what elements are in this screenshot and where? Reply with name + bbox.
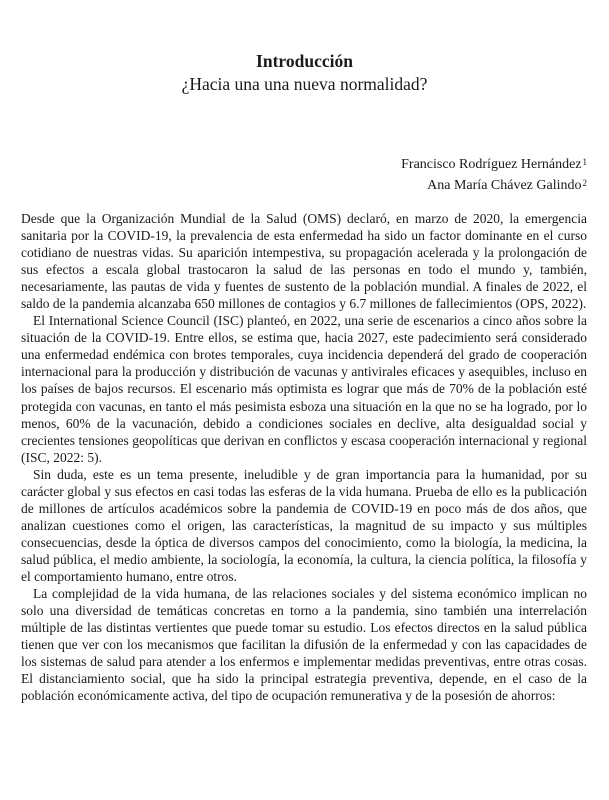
author-footnote-ref: 2 <box>582 178 587 188</box>
author-footnote-ref: 1 <box>582 157 587 167</box>
body-text <box>21 210 587 704</box>
paragraph: La complejidad de la vida humana, de las relaciones sociales y del sistema económico implican no solo una diversidad de temáticas concretas en torno a la pandemia, sino también una interrelación múltiple de las distintas vertientes que puede tomar su estudio. Los efectos directos en la salud pública tienen que ver con los mecanismos que facilitan la difusión de la enfermedad y con las capacidades de los sistemas de salud para atender a los enfermos e implementar medidas preventivas, entre otras cosas. El distanciamiento social, que ha sido la principal estrategia preventiva, depende, en el caso de la población económicamente activa, del tipo de ocupación remunerativa y de la posesión de ahorros: <box>21 586 587 704</box>
author-name: Francisco Rodríguez Hernández <box>401 157 582 172</box>
author-line <box>401 154 587 175</box>
author-line <box>401 175 587 196</box>
page-title: Introducción <box>256 51 353 71</box>
paragraph: Desde que la Organización Mundial de la Salud (OMS) declaró, en marzo de 2020, la emergencia sanitaria por la COVID-19, la prevalencia de esta enfermedad ha sido un factor dominante en el curso cotidiano de nuestras vidas. Su aparición intempestiva, su propagación acelerada y la prolongación de sus efectos a escala global trastocaron la salud de las personas en todo el mundo y, también, necesariamente, las pautas de vida y fuentes de sustento de la población mundial. A finales de 2022, el saldo de la pandemia alcanzaba 650 millones de contagios y 6.7 millones de fallecimientos (OPS, 2022). <box>21 211 587 312</box>
page-subtitle: ¿Hacia una una nueva normalidad? <box>181 74 428 94</box>
author-name: Ana María Chávez Galindo <box>427 178 582 193</box>
paragraph: Sin duda, este es un tema presente, ineludible y de gran importancia para la humanidad, por su carácter global y sus efectos en casi todas las esferas de la vida humana. Prueba de ello es la publicación de millones de artículos académicos sobre la pandemia de COVID-19 en poco más de dos años, que analizan cuestiones como el origen, las características, la magnitud de su impacto y sus múltiples consecuencias, desde la óptica de diversos campos del conocimiento, como la biología, la medicina, la salud pública, el medio ambiente, la sociología, la economía, la cultura, la ciencia política, la filosofía y el comportamiento humano, entre otros. <box>21 466 587 584</box>
paragraph: El International Science Council (ISC) planteó, en 2022, una serie de escenarios a cinco años sobre la situación de la COVID-19. Entre ellos, se estima que, hacia 2027, este padecimiento será considerado una enfermedad endémica con brotes temporales, cuya incidencia dependerá del grado de cooperación internacional para la producción y distribución de vacunas y antivirales eficaces y asequibles, incluso en los países de bajos recursos. El escenario más optimista es lograr que más de 70% de la población esté protegida con vacunas, en tanto el más pesimista esboza una situación en la que no se ha logrado, por lo menos, 60% de la vacunación, debido a condiciones sociales en declive, alta desigualdad social y crecientes tensiones geopolíticas que derivan en conflictos y escasa cooperación internacional y regional (ISC, 2022: 5). <box>21 313 587 465</box>
author-list <box>401 154 587 196</box>
